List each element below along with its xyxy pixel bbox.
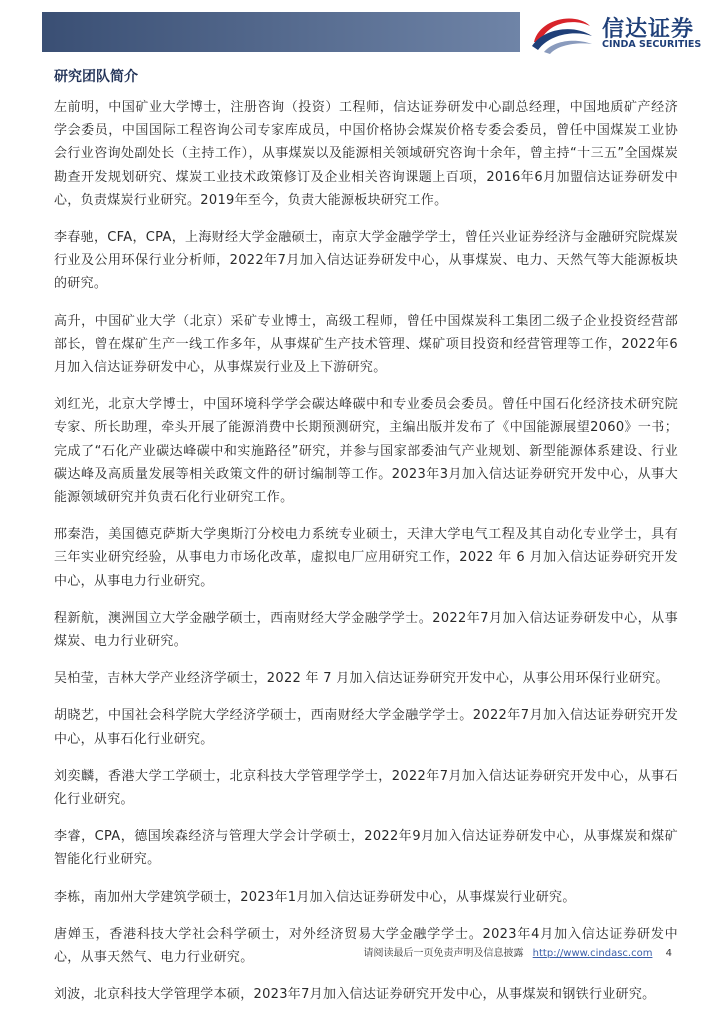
bio-paragraph: 刘波，北京科技大学管理学本硕，2023年7月加入信达证券研究开发中心，从事煤炭和钢铁行业研究。 — [54, 987, 656, 1003]
bio-paragraph: 刘奕麟，香港大学工学硕士，北京科技大学管理学学士，2022年7月加入信达证券研究开发中心，从事石化行业研究。 — [54, 768, 678, 808]
bio-paragraph: 李栋，南加州大学建筑学硕士，2023年1月加入信达证券研发中心，从事煤炭行业研究。 — [54, 889, 576, 905]
cinda-logo-mark-icon — [530, 12, 594, 54]
header-banner — [42, 12, 520, 52]
bio-paragraph: 左前明，中国矿业大学博士，注册咨询（投资）工程师，信达证券研发中心副总经理，中国地质矿产经济学会委员，中国国际工程咨询公司专家库成员，中国价格协会煤炭价格专委会委员，曾任中国煤炭工业协会行业咨询处副处长（主持工作），从事煤炭以及能源相关领域研究咨询十余年，曾主持“十三五”全国煤炭勘查开发规划研究、煤炭工业技术政策修订及企业相关咨询课题上百项，2016年6月加盟信达证券研发中心，负责煤炭行业研究。2019年至今，负责大能源板块研究工作。 — [54, 100, 678, 208]
bio-paragraph: 程新航，澳洲国立大学金融学硕士，西南财经大学金融学学士。2022年7月加入信达证券研发中心，从事煤炭、电力行业研究。 — [54, 610, 678, 650]
bio-paragraph: 唐婵玉，香港科技大学社会科学硕士，对外经济贸易大学金融学学士。2023年4月加入信达证券研发中心，从事天然气、电力行业研究。 — [54, 926, 678, 966]
footer-website-link[interactable]: http://www.cindasc.com — [532, 948, 653, 959]
brand-name-en: CINDA SECURITIES — [602, 39, 702, 50]
team-bio-list — [54, 96, 678, 1021]
page-number: 4 — [665, 948, 672, 959]
bio-paragraph: 李睿，CPA，德国埃森经济与管理大学会计学硕士，2022年9月加入信达证券研发中心，从事煤炭和煤矿智能化行业研究。 — [54, 829, 678, 868]
bio-paragraph: 吴柏莹，吉林大学产业经济学硕士，2022 年 7 月加入信达证券研究开发中心，从事公用环保行业研究。 — [54, 671, 669, 687]
bio-paragraph: 胡晓艺，中国社会科学院大学经济学硕士，西南财经大学金融学学士。2022年7月加入信达证券研究开发中心，从事石化行业研究。 — [54, 708, 678, 747]
bio-paragraph: 刘红光，北京大学博士，中国环境科学学会碳达峰碳中和专业委员会委员。曾任中国石化经济技术研究院专家、所长助理，牵头开展了能源消费中长期预测研究，主编出版并发布了《中国能源展望2060》一书；完成了“石化产业碳达峰碳中和实施路径”研究，并参与国家部委油气产业规划、新型能源体系建设、行业碳达峰及高质量发展等相关政策文件的研讨编制等工作。2023年3月加入信达证券研究开发中心，从事大能源领域研究并负责石化行业研究工作。 — [54, 397, 678, 506]
bio-paragraph: 李春驰，CFA，CPA，上海财经大学金融硕士，南京大学金融学学士，曾任兴业证券经济与金融研究院煤炭行业及公用环保行业分析师，2022年7月加入信达证券研发中心，从事煤炭、电力、天然气等大能源板块的研究。 — [54, 230, 678, 292]
section-title: 研究团队简介 — [54, 69, 138, 85]
cinda-logo — [530, 10, 720, 56]
bio-paragraph: 邢秦浩，美国德克萨斯大学奥斯汀分校电力系统专业硕士，天津大学电气工程及其自动化专业学士，具有三年实业研究经验，从事电力市场化改革，虚拟电厂应用研究工作，2022 年 6 月加入信达证券研究开发中心，从事电力行业研究。 — [54, 527, 678, 589]
brand-name-cn: 信达证券 — [602, 17, 695, 42]
page-footer — [363, 944, 672, 959]
bio-paragraph: 高升，中国矿业大学（北京）采矿专业博士，高级工程师，曾任中国煤炭科工集团二级子企业投资经营部部长，曾在煤矿生产一线工作多年，从事煤矿生产技术管理、煤矿项目投资和经营管理等工作，2022年6月加入信达证券研发中心，从事煤炭行业及上下游研究。 — [54, 313, 678, 376]
footer-disclaimer: 请阅读最后一页免责声明及信息披露 — [363, 948, 524, 959]
